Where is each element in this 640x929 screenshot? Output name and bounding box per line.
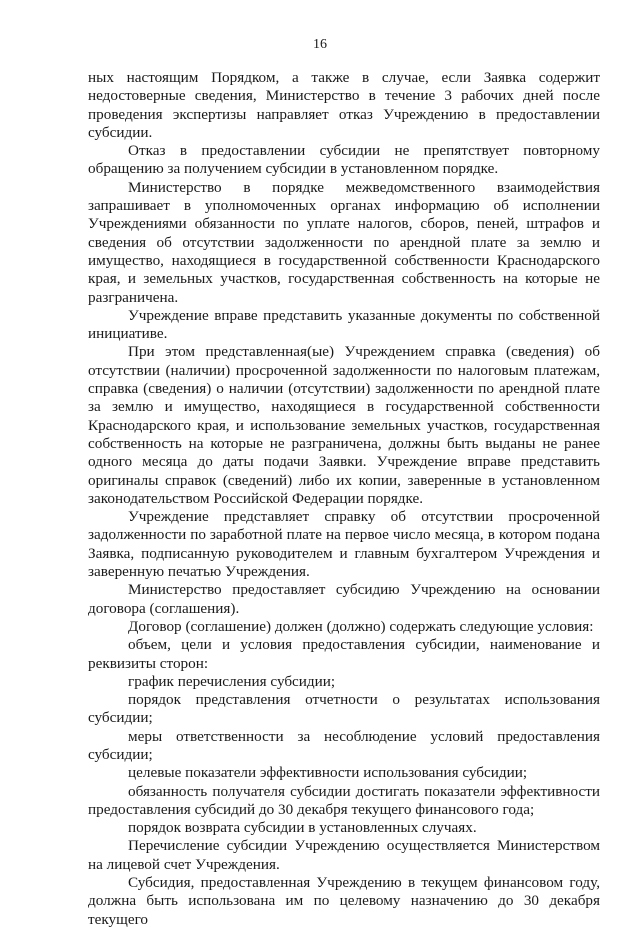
paragraph-agreement-conditions-intro: Договор (соглашение) должен (должно) содержать следующие условия:	[128, 617, 594, 635]
paragraph-salary-arrears-certificate: Учреждение представляет справку об отсутствии просроченной задолженности по заработной плате на первое число месяца, в котором подана Заявка, подписанную руководителем и главным бухгалтером Учреждения и заверенную печатью Учреждения.	[88, 508, 600, 581]
paragraph-usage-deadline: Субсидия, предоставленная Учреждению в текущем финансовом году, должна быть использована им по целевому назначению до 30 декабря текущего	[88, 874, 600, 928]
paragraph-refusal-grounds: ных настоящим Порядком, а также в случае, если Заявка содержит недостоверные сведения, Министерство в течение 3 рабочих дней после проведения экспертизы направляет отказ Учреждению в предоставлении субсидии.	[88, 69, 600, 141]
paragraph-agreement-basis: Министерство предоставляет субсидию Учреждению на основании договора (соглашения).	[88, 581, 600, 617]
list-item-condition: график перечисления субсидии;	[128, 672, 336, 690]
page-number: 16	[313, 37, 327, 52]
list-item-condition: порядок возврата субсидии в установленных случаях.	[128, 819, 477, 837]
paragraph-transfer: Перечисление субсидии Учреждению осуществляется Министерством на лицевой счет Учреждения.	[88, 837, 600, 873]
paragraph-certificate-validity: При этом представленная(ые) Учреждением справка (сведения) об отсутствии (наличии) просроченной задолженности по налоговым платежам, справка (сведения) о наличии (отсутствии) задолженности по арендной плате за землю и имущество, находящиеся в государственной собственности Краснодарского края, и использование земельных участков, государственная собственность на которые не разграничена, должны быть выданы не ранее одного месяца до даты подачи Заявки. Учреждение вправе представить оригиналы справок (сведений) либо их копии, заверенные в установленном законодательством Российской Федерации порядке.	[88, 343, 600, 507]
list-item-condition: обязанность получателя субсидии достигать показатели эффективности предоставления субсидий до 30 декабря текущего финансового года;	[88, 782, 600, 818]
document-body	[88, 69, 600, 929]
list-item-condition: порядок представления отчетности о результатах использования субсидии;	[88, 691, 600, 727]
list-item-condition: меры ответственности за несоблюдение условий предоставления субсидии;	[88, 727, 600, 763]
list-item-condition: целевые показатели эффективности использования субсидии;	[128, 764, 528, 782]
paragraph-interagency-request: Министерство в порядке межведомственного взаимодействия запрашивает в уполномоченных органах информацию об исполнении Учреждениями обязанности по уплате налогов, сборов, пеней, штрафов и сведения об отсутствии задолженности по арендной плате за землю и имущество, находящиеся в государственной собственности Краснодарского края, и земельных участков, государственная собственность на которые не разграничена.	[88, 178, 600, 306]
paragraph-repeat-application: Отказ в предоставлении субсидии не препятствует повторному обращению за получением субсидии в установленном порядке.	[88, 142, 600, 178]
paragraph-own-initiative: Учреждение вправе представить указанные документы по собственной инициативе.	[88, 306, 600, 343]
list-item-condition: объем, цели и условия предоставления субсидии, наименование и реквизиты сторон:	[88, 636, 600, 672]
